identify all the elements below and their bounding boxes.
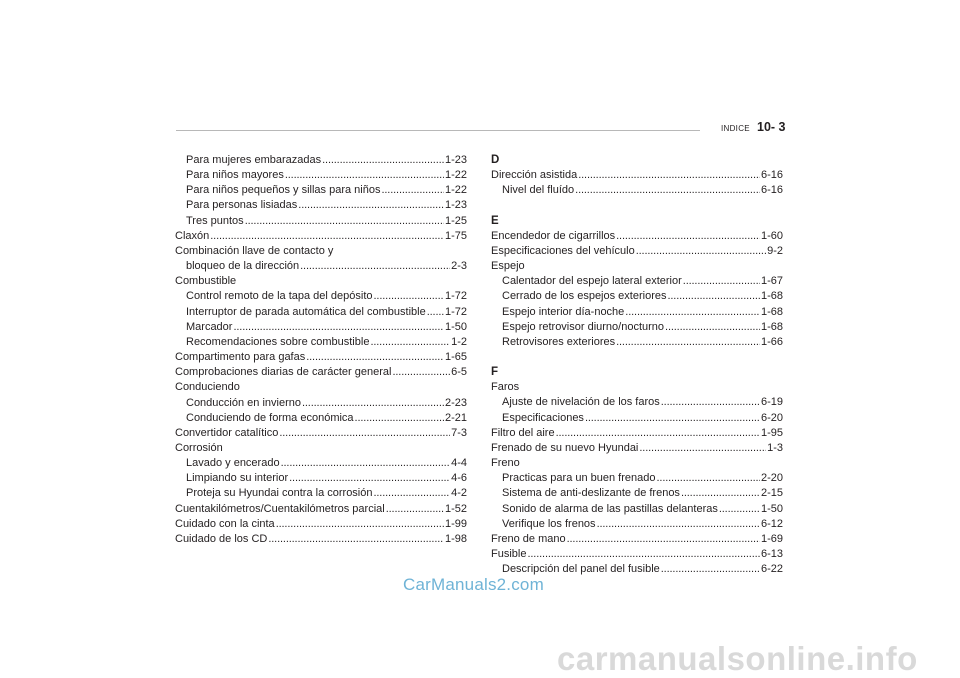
index-term: Control remoto de la tapa del depósito <box>186 290 373 303</box>
index-heading: Espejo <box>491 260 525 273</box>
index-page-ref: 1-22 <box>444 184 467 197</box>
index-page-ref: 1-60 <box>760 229 783 242</box>
dot-leader <box>661 395 760 410</box>
dot-leader <box>245 214 444 229</box>
index-page-ref: 6-13 <box>760 548 783 561</box>
dot-leader <box>661 562 760 577</box>
index-term: Cuidado con la cinta <box>175 517 275 530</box>
index-entry <box>175 259 467 274</box>
index-entry <box>175 229 467 244</box>
index-term: Freno de mano <box>491 532 566 545</box>
dot-leader <box>616 229 760 244</box>
dot-leader <box>657 471 760 486</box>
index-entry <box>175 320 467 335</box>
index-page-ref: 4-6 <box>451 472 467 485</box>
index-term: Cerrado de los espejos exteriores <box>502 290 667 303</box>
index-entry <box>491 471 783 486</box>
index-page-ref: 1-2 <box>451 335 467 348</box>
dot-leader <box>392 365 450 380</box>
dot-leader <box>636 244 766 259</box>
dot-leader <box>322 153 444 168</box>
index-page-ref: 1-3 <box>767 441 783 454</box>
header-rule <box>176 130 700 131</box>
index-term: Claxón <box>175 229 210 242</box>
index-entry <box>491 289 783 304</box>
index-page-ref: 1-66 <box>760 335 783 348</box>
index-page-ref: 1-68 <box>760 290 783 303</box>
index-entry <box>491 183 783 198</box>
dot-leader <box>567 532 760 547</box>
index-entry <box>491 305 783 320</box>
index-entry <box>175 289 467 304</box>
index-entry <box>175 198 467 213</box>
index-entry <box>175 305 467 320</box>
dot-leader <box>233 320 444 335</box>
dot-leader <box>556 426 760 441</box>
index-term: Sonido de alarma de las pastillas delanteras <box>502 502 718 515</box>
section-letter: E <box>491 214 499 227</box>
index-entry <box>175 471 467 486</box>
index-term: Practicas para un buen frenado <box>502 472 656 485</box>
section-letter: D <box>491 154 500 166</box>
index-page-ref: 6-22 <box>760 563 783 576</box>
dot-leader <box>306 350 444 365</box>
index-entry <box>175 411 467 426</box>
index-term: Recomendaciones sobre combustible <box>186 335 370 348</box>
index-entry <box>175 502 467 517</box>
dot-leader <box>386 502 444 517</box>
dot-leader <box>719 502 760 517</box>
dot-leader <box>427 305 444 320</box>
index-entry <box>491 395 783 410</box>
index-heading: Freno <box>491 457 520 470</box>
index-entry <box>175 486 467 501</box>
index-entry <box>175 153 467 168</box>
index-term: Fusible <box>491 548 527 561</box>
index-page-ref: 1-68 <box>760 320 783 333</box>
index-term: Retrovisores exteriores <box>502 335 616 348</box>
index-entry <box>175 456 467 471</box>
index-page-ref: 1-52 <box>444 502 467 515</box>
footer-watermark: carmanualsonline.info <box>557 640 918 677</box>
index-entry <box>175 168 467 183</box>
dot-leader <box>639 441 766 456</box>
dot-leader <box>616 335 760 350</box>
index-term: Comprobaciones diarias de carácter general <box>175 366 392 379</box>
index-term: Especificaciones <box>502 411 584 424</box>
dot-leader <box>210 229 444 244</box>
index-entry <box>175 214 467 229</box>
index-column-right <box>491 153 783 577</box>
index-term: Cuidado de los CD <box>175 532 268 545</box>
index-page-ref: 6-12 <box>760 517 783 530</box>
index-term: Calentador del espejo lateral exterior <box>502 275 682 288</box>
index-entry <box>175 183 467 198</box>
index-page-ref: 1-98 <box>444 532 467 545</box>
dot-leader <box>578 168 760 183</box>
index-heading: Combinación llave de contacto y <box>175 244 334 257</box>
index-page-ref: 6-16 <box>760 169 783 182</box>
index-page-ref: 6-5 <box>451 366 467 379</box>
index-term: Dirección asistida <box>491 169 578 182</box>
page-number: 10- 3 <box>757 120 786 134</box>
index-entry <box>175 396 467 411</box>
index-page-ref: 1-65 <box>444 351 467 364</box>
index-page-ref: 2-3 <box>451 260 467 273</box>
dot-leader <box>681 486 760 501</box>
spacer <box>491 198 783 213</box>
spacer <box>491 350 783 365</box>
index-column-left <box>175 153 467 547</box>
dot-leader <box>268 532 444 547</box>
index-page-ref: 1-72 <box>444 305 467 318</box>
index-page-ref: 4-2 <box>451 487 467 500</box>
index-page-ref: 1-25 <box>444 214 467 227</box>
index-entry <box>491 168 783 183</box>
index-term: Para personas lisiadas <box>186 199 298 212</box>
dot-leader <box>289 471 450 486</box>
dot-leader <box>370 335 450 350</box>
index-page-ref: 6-16 <box>760 184 783 197</box>
index-page-ref: 2-15 <box>760 487 783 500</box>
index-entry <box>491 426 783 441</box>
index-term: Encendedor de cigarrillos <box>491 229 616 242</box>
index-term: Compartimento para gafas <box>175 351 306 364</box>
dot-leader <box>298 198 444 213</box>
index-term: Conduciendo de forma económica <box>186 411 354 424</box>
index-term: bloqueo de la dirección <box>186 260 300 273</box>
dot-leader <box>374 289 444 304</box>
index-page-ref: 1-99 <box>444 517 467 530</box>
index-term: Verifique los frenos <box>502 517 596 530</box>
index-term: Lavado y encerado <box>186 457 280 470</box>
index-page-ref: 2-23 <box>444 396 467 409</box>
index-entry <box>491 229 783 244</box>
index-term: Nivel del fluído <box>502 184 575 197</box>
index-term: Interruptor de parada automática del combustible <box>186 305 426 318</box>
index-entry <box>491 274 783 289</box>
index-term: Conducción en invierno <box>186 396 301 409</box>
dot-leader <box>667 289 759 304</box>
index-heading: Combustible <box>175 275 237 288</box>
dot-leader <box>665 320 760 335</box>
index-entry <box>175 350 467 365</box>
dot-leader <box>300 259 450 274</box>
index-entry <box>491 502 783 517</box>
index-term: Espejo retrovisor diurno/nocturno <box>502 320 665 333</box>
dot-leader <box>597 517 760 532</box>
index-term: Para niños pequeños y sillas para niños <box>186 184 381 197</box>
index-entry <box>491 517 783 532</box>
dot-leader <box>373 486 450 501</box>
index-entry <box>491 335 783 350</box>
index-entry <box>491 441 783 456</box>
index-term: Para mujeres embarazadas <box>186 154 322 166</box>
index-page-ref: 4-4 <box>451 457 467 470</box>
index-term: Espejo interior día-noche <box>502 305 625 318</box>
index-page-ref: 1-50 <box>760 502 783 515</box>
index-term: Sistema de anti-deslizante de frenos <box>502 487 680 500</box>
dot-leader <box>381 183 444 198</box>
index-page-ref: 1-95 <box>760 426 783 439</box>
index-page-ref: 1-23 <box>444 154 467 166</box>
watermark-link[interactable]: CarManuals2.com <box>403 575 544 594</box>
index-page-ref: 1-67 <box>760 275 783 288</box>
index-entry <box>491 320 783 335</box>
index-heading: Corrosión <box>175 441 223 454</box>
index-page-ref: 1-23 <box>444 199 467 212</box>
index-entry <box>175 426 467 441</box>
index-page-ref: 1-72 <box>444 290 467 303</box>
dot-leader <box>527 547 760 562</box>
index-page-ref: 2-21 <box>444 411 467 424</box>
dot-leader <box>279 426 450 441</box>
index-term: Especificaciones del vehículo <box>491 244 635 257</box>
index-term: Convertidor catalítico <box>175 426 279 439</box>
index-term: Proteja su Hyundai contra la corrosión <box>186 487 373 500</box>
dot-leader <box>585 411 760 426</box>
index-term: Frenado de su nuevo Hyundai <box>491 441 639 454</box>
index-page-ref: 1-50 <box>444 320 467 333</box>
dot-leader <box>285 168 444 183</box>
index-entry <box>491 244 783 259</box>
index-page-ref: 9-2 <box>767 244 783 257</box>
index-entry <box>175 365 467 380</box>
index-term: Cuentakilómetros/Cuentakilómetros parcial <box>175 502 385 515</box>
index-page-ref: 2-20 <box>760 472 783 485</box>
index-entry <box>175 517 467 532</box>
index-term: Para niños mayores <box>186 169 284 182</box>
index-page-ref: 7-3 <box>451 426 467 439</box>
index-term: Filtro del aire <box>491 426 555 439</box>
index-entry <box>491 547 783 562</box>
index-page-ref: 1-69 <box>760 532 783 545</box>
index-term: Descripción del panel del fusible <box>502 563 660 576</box>
section-letter: F <box>491 366 499 379</box>
dot-leader <box>281 456 451 471</box>
index-page-ref: 1-68 <box>760 305 783 318</box>
dot-leader <box>683 274 760 289</box>
section-label: INDICE <box>721 124 750 133</box>
index-term: Limpiando su interior <box>186 472 289 485</box>
index-entry <box>491 532 783 547</box>
index-page-ref: 1-75 <box>444 229 467 242</box>
dot-leader <box>302 396 444 411</box>
index-heading: Faros <box>491 381 520 394</box>
index-term: Ajuste de nivelación de los faros <box>502 396 660 409</box>
index-page-ref: 6-20 <box>760 411 783 424</box>
dot-leader <box>575 183 760 198</box>
index-page-ref: 1-22 <box>444 169 467 182</box>
index-entry <box>175 335 467 350</box>
index-page-ref: 6-19 <box>760 396 783 409</box>
index-term: Marcador <box>186 320 233 333</box>
index-entry <box>491 486 783 501</box>
index-heading: Conduciendo <box>175 381 240 394</box>
dot-leader <box>625 305 760 320</box>
dot-leader <box>355 411 444 426</box>
index-entry <box>491 411 783 426</box>
index-term: Tres puntos <box>186 214 244 227</box>
index-entry <box>175 532 467 547</box>
dot-leader <box>276 517 444 532</box>
